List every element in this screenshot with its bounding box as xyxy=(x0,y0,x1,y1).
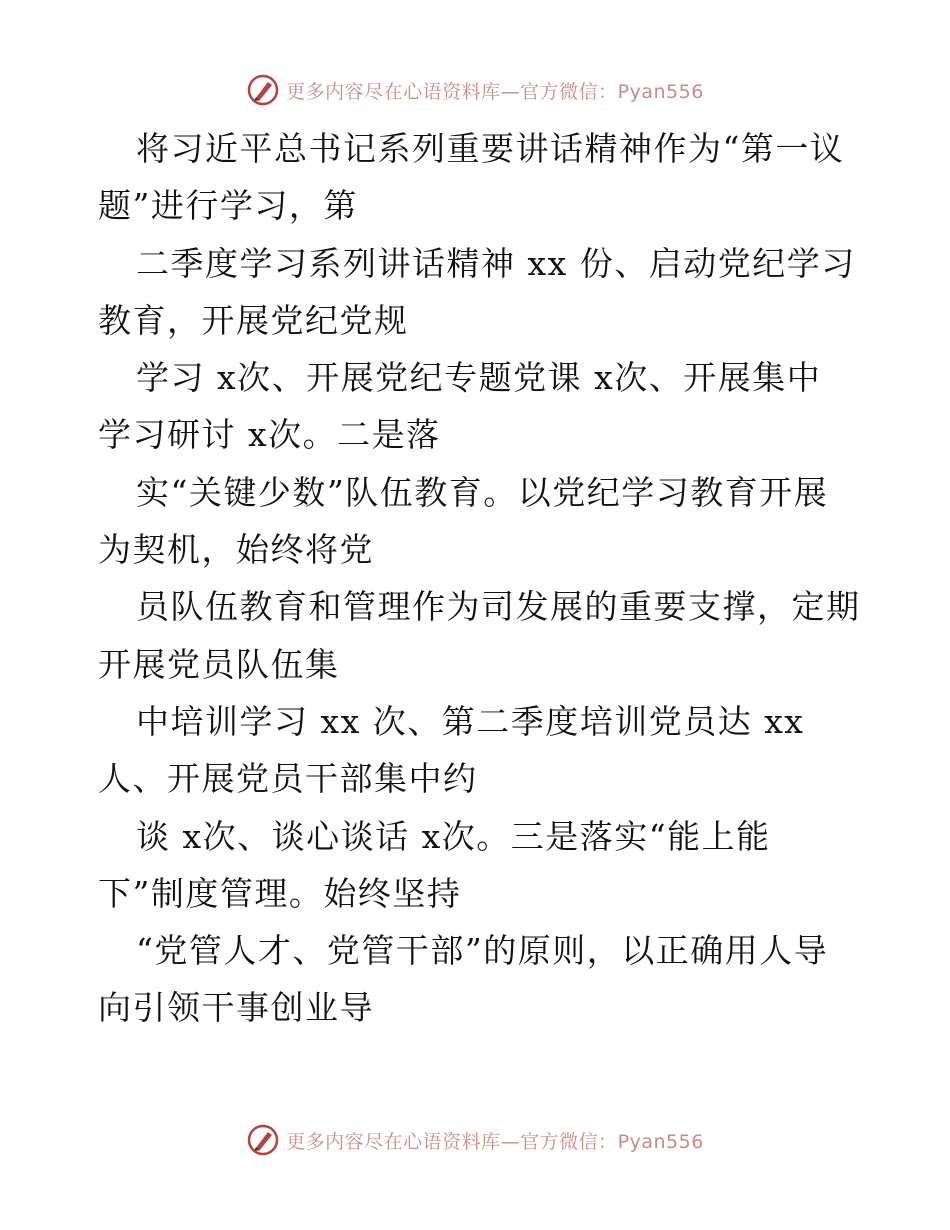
text-line: 教育，开展党纪党规 xyxy=(98,300,409,340)
document-body xyxy=(98,120,861,1037)
footer-watermark-text: 更多内容尽在心语资料库—官方微信：Pyan556 xyxy=(286,1130,704,1153)
text-line: 将习近平总书记系列重要讲话精神作为“第一议 xyxy=(136,129,845,168)
text-line: 员队伍教育和管理作为司发展的重要支撑，定期 xyxy=(136,587,861,627)
header-watermark xyxy=(0,70,950,110)
header-watermark-text: 更多内容尽在心语资料库—官方微信：Pyan556 xyxy=(286,80,704,103)
text-line: 开展党员队伍集 xyxy=(98,644,340,684)
text-line: 人、开展党员干部集中约 xyxy=(98,759,478,799)
text-line: 为契机，始终将党 xyxy=(98,530,374,570)
text-line: 实“关键少数”队伍教育。以党纪学习教育开展 xyxy=(136,472,829,512)
text-line: 题”进行学习，第 xyxy=(98,186,358,226)
text-line: 下”制度管理。始终坚持 xyxy=(98,873,462,913)
footer-watermark xyxy=(0,1120,950,1160)
pen-logo-icon xyxy=(246,1123,280,1157)
text-line: 二季度学习系列讲话精神 xx 份、启动党纪学习 xyxy=(136,243,856,283)
text-line: 学习研讨 x次。二是落 xyxy=(98,415,441,455)
text-line: 谈 x次、谈心谈话 x次。三是落实“能上能 xyxy=(136,816,771,856)
text-line: 向引领干事创业导 xyxy=(98,988,374,1028)
text-line: “党管人才、党管干部”的原则，以正确用人导 xyxy=(136,931,829,971)
text-line: 中培训学习 xx 次、第二季度培训党员达 xx xyxy=(136,701,805,741)
text-line: 学习 x次、开展党纪专题党课 x次、开展集中 xyxy=(136,358,822,398)
pen-logo-icon xyxy=(246,73,280,107)
